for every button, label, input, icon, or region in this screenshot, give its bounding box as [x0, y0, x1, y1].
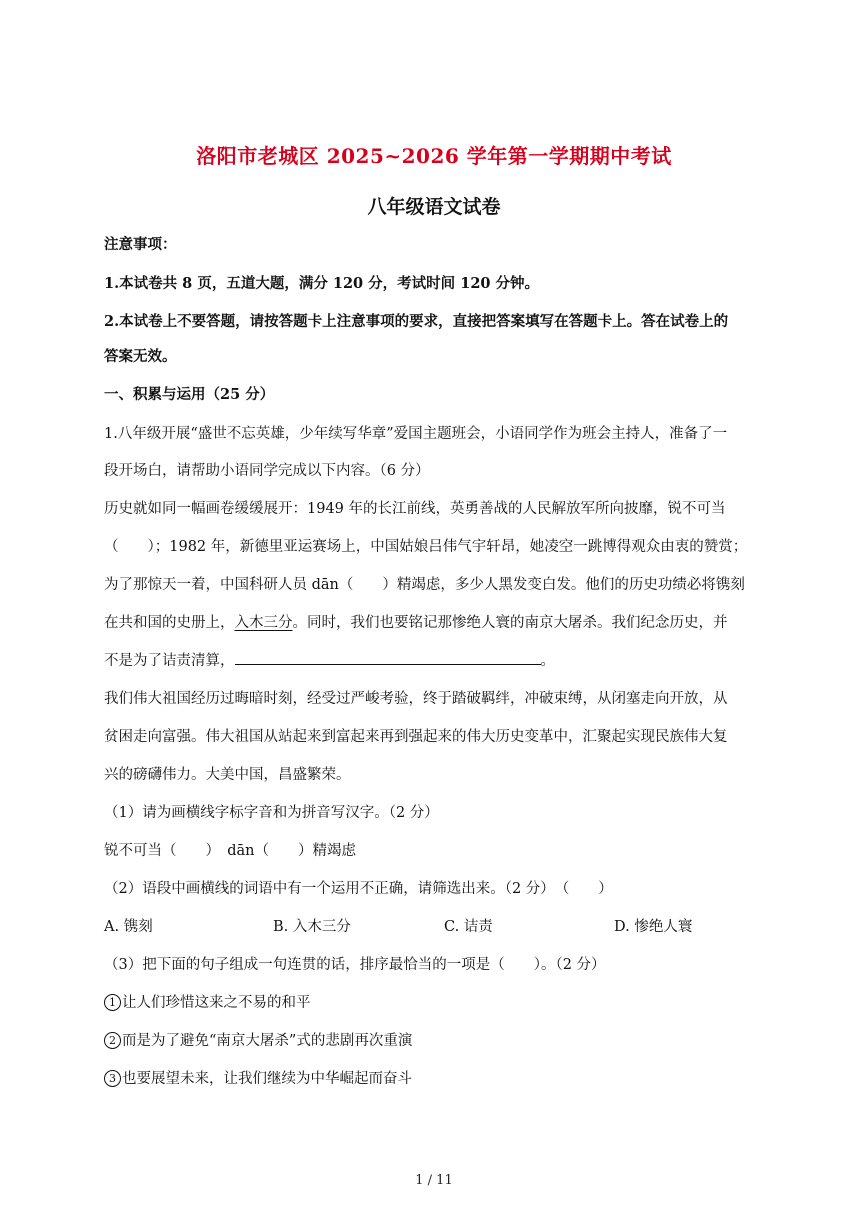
sub-question-1-prompt: （1）请为画横线字标字音和为拼音写汉字。（2 分） [104, 805, 439, 821]
option-d: D. 惨绝人寰 [614, 919, 693, 935]
option-b: B. 入木三分 [273, 919, 351, 935]
sentence-item [104, 1030, 766, 1052]
notice-heading: 注意事项： [104, 236, 177, 253]
passage-line: 我们伟大祖国经历过晦暗时刻，经受过严峻考验，终于踏破羁绊，冲破束缚，从闭塞走向开放，从 [104, 691, 728, 707]
sentence-text: 让人们珍惜这来之不易的和平 [122, 995, 311, 1011]
passage-line: 历史就如同一幅画卷缓缓展开：1949 年的长江前线，英勇善战的人民解放军所向披靡，锐不可当 [104, 501, 726, 517]
question-1-line-1: 1.八年级开展“盛世不忘英雄，少年续写华章”爱国主题班会，小语同学作为班会主持人，准备了一 [104, 426, 728, 442]
passage-text: 。同时，我们也要铭记那惨绝人寰的南京大屠杀。我们纪念历史，并 [292, 615, 728, 631]
notice-item-2-line-2: 答案无效。 [104, 348, 177, 365]
option-a: A. 镌刻 [104, 919, 153, 935]
passage-line [104, 650, 766, 672]
underlined-phrase: 入木三分 [234, 615, 293, 631]
notice-item-1: 1.本试卷共 8 页，五道大题，满分 120 分，考试时间 120 分钟。 [104, 275, 540, 292]
circled-number: 1 [104, 994, 121, 1011]
passage-text: 在共和国的史册上， [104, 615, 235, 631]
answer-blank [235, 650, 541, 665]
sub-question-2-prompt: （2）语段中画横线的词语中有一个运用不正确，请筛选出来。（2 分） （ ） [104, 881, 613, 897]
passage-line: 兴的磅礴伟力。大美中国，昌盛繁荣。 [104, 767, 351, 783]
page-indicator: 1 / 11 [415, 1173, 453, 1188]
passage-line [104, 612, 766, 634]
sub-question-3-prompt: （3）把下面的句子组成一句连贯的话，排序最恰当的一项是（ ）。（2 分） [104, 957, 606, 973]
question-1-line-2: 段开场白，请帮助小语同学完成以下内容。（6 分） [104, 463, 430, 479]
option-c: C. 诘责 [444, 919, 493, 935]
circled-number: 3 [104, 1070, 121, 1087]
sentence-text: 而是为了避免“南京大屠杀”式的悲剧再次重演 [122, 1033, 413, 1049]
sentence-item [104, 992, 766, 1014]
passage-line: 为了那惊天一着，中国科研人员 dān（ ）精竭虑，多少人黑发变白发。他们的历史功绩必将镌刻 [104, 577, 745, 593]
sentence-text: 也要展望未来，让我们继续为中华崛起而奋斗 [122, 1071, 412, 1087]
passage-text: 。 [540, 653, 555, 669]
circled-number: 2 [104, 1032, 121, 1049]
section-heading: 一、积累与运用（25 分） [104, 386, 275, 403]
sub-question-1-answer-line: 锐不可当（ ） dān（ ）精竭虑 [104, 843, 357, 859]
passage-text: 不是为了诘责清算， [104, 653, 235, 669]
exam-subtitle: 八年级语文试卷 [367, 196, 501, 218]
notice-item-2-line-1: 2.本试卷上不要答题，请按答题卡上注意事项的要求，直接把答案填写在答题卡上。答在试卷上的 [104, 313, 729, 330]
passage-line: 贫困走向富强。伟大祖国从站起来到富起来再到强起来的伟大历史变革中，汇聚起实现民族伟大复 [104, 729, 728, 745]
passage-line: （ ）；1982 年，新德里亚运赛场上，中国姑娘吕伟气宇轩昂，她凌空一跳博得观众由衷的赞赏； [104, 539, 748, 555]
exam-title: 洛阳市老城区 2025~2026 学年第一学期期中考试 [196, 144, 672, 168]
sentence-item [104, 1068, 766, 1090]
